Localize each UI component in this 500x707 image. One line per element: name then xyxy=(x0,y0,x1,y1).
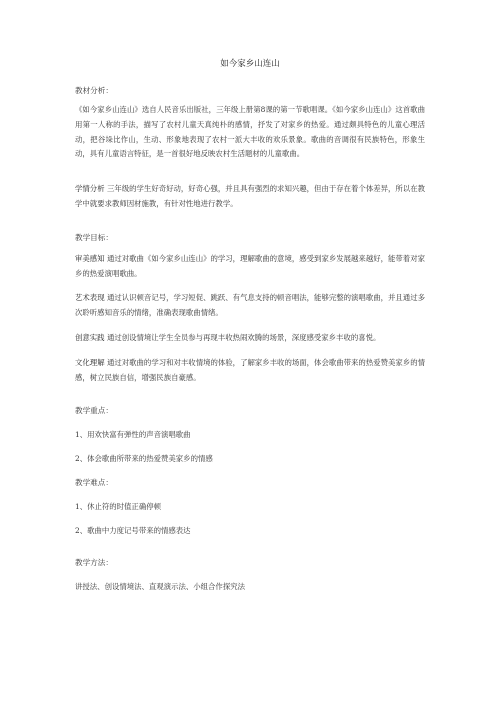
goal-lead: 艺术表现 xyxy=(75,293,105,303)
goal-lead: 审美感知 xyxy=(75,253,105,263)
student-analysis-text: 三年级的学生好奇好动，好奇心强，并且具有强烈的求知兴趣，但由于存在着个体差异，所以在教学中就要求教师因材施教，有针对性地进行教学。 xyxy=(75,184,425,208)
document-title: 如今家乡山连山 xyxy=(220,59,280,69)
goal-artistic xyxy=(75,291,425,321)
goal-text: 通过对歌曲《如今家乡山连山》的学习，理解歌曲的意境，感受到家乡发展越来越好，能带着对家乡的热爱演唱歌曲。 xyxy=(75,253,425,278)
student-analysis-paragraph xyxy=(75,182,425,212)
goal-aesthetic xyxy=(75,252,425,282)
key-point-item: 2、体会歌曲所带来的热爱赞美家乡的情感 xyxy=(75,454,213,464)
key-points-heading: 教学重点： xyxy=(75,406,113,416)
goal-lead: 文化理解 xyxy=(75,357,105,367)
student-analysis-lead: 学情分析 xyxy=(75,184,105,194)
difficulty-item: 2、歌曲中力度记号带来的情感表达 xyxy=(75,526,191,536)
key-point-item: 1、用欢快富有弹性的声音演唱歌曲 xyxy=(75,430,191,440)
teaching-method-text: 讲授法、创设情境法、直观演示法、小组合作探究法 xyxy=(75,582,245,592)
goal-cultural xyxy=(75,356,425,386)
goal-creative xyxy=(75,331,425,346)
difficulty-item: 1、休止符的时值正确停顿 xyxy=(75,502,162,512)
goal-text: 通过对歌曲的学习和对丰收情境的体验，了解家乡丰收的场面，体会歌曲带来的热爱赞美家乡的情感，树立民族自信，增强民族自豪感。 xyxy=(75,357,425,382)
goal-lead: 创意实践 xyxy=(75,332,105,342)
teaching-goals-heading: 教学目标： xyxy=(75,232,113,242)
material-analysis-heading: 教材分析： xyxy=(75,86,113,95)
goal-text: 通过认识顿音记号，学习短促、跳跃、有气息支持的顿音唱法，能够完整的演唱歌曲，并且通过多次聆听感知音乐的情绪，准确表现歌曲情绪。 xyxy=(75,293,425,318)
teaching-method-heading: 教学方法： xyxy=(75,558,113,568)
material-analysis-text: 《如今家乡山连山》选自人民音乐出版社，三年级上册第8课的第一节歌唱课。《如今家乡山连山》这首歌曲用第一人称的手法，描写了农村儿童天真纯朴的感情，抒发了对家乡的热爱。通过颇具特色的儿童心理活动，把谷垛比作山，生动、形象地表现了农村一派大丰收的欢乐景象。歌曲的音调很有民族特色，形象生动，具有儿童语言特征，是一首很好地反映农村生活题材的儿童歌曲。 xyxy=(75,105,425,159)
goal-text: 通过创设情境让学生全员参与再现丰收热闹欢腾的场景，深度感受家乡丰收的喜悦。 xyxy=(106,332,381,342)
difficulty-heading: 教学难点： xyxy=(75,478,113,488)
